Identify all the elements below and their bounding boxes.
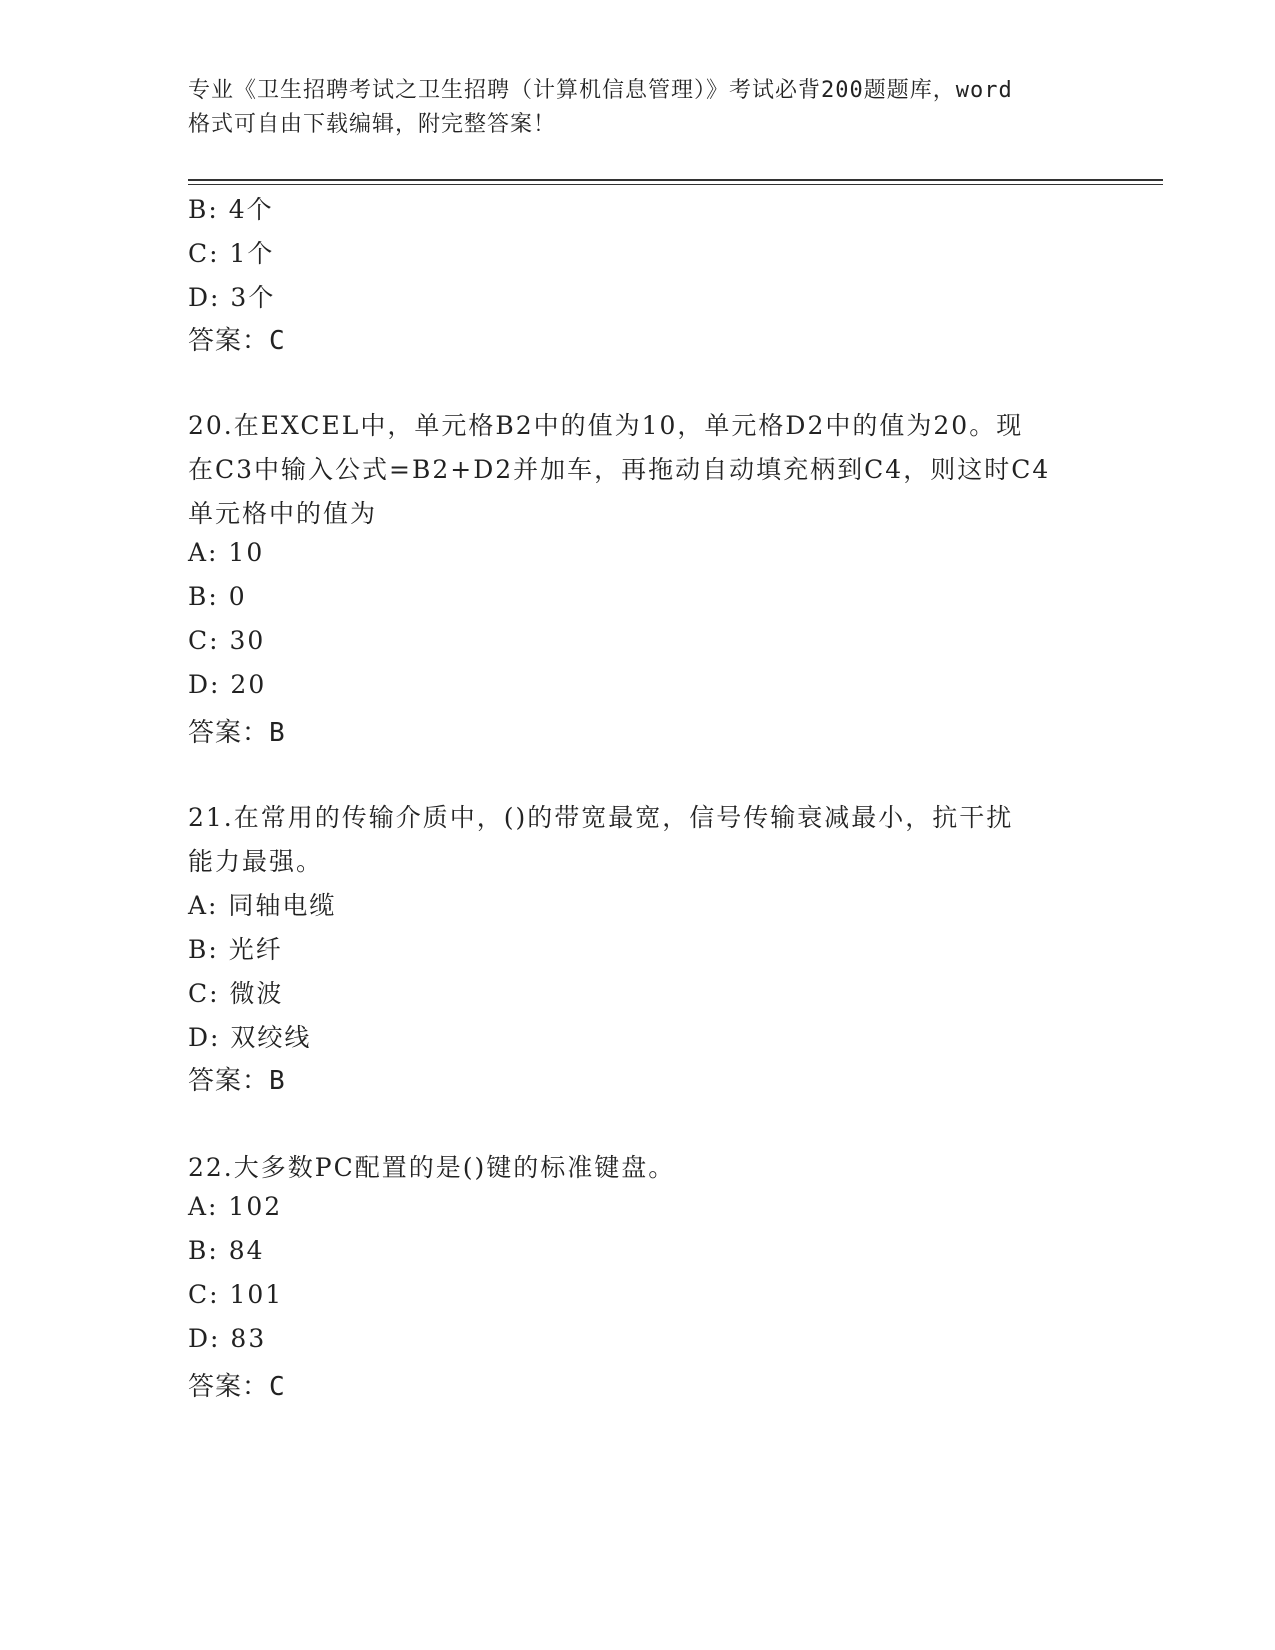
q21-stem-line-2: 能力最强。	[188, 847, 324, 876]
q21-stem-line-1: 21.在常用的传输介质中，()的带宽最宽，信号传输衰减最小，抗干扰	[188, 803, 1014, 832]
q22-option-a: A: 102	[188, 1192, 283, 1221]
q20-option-d: D: 20	[188, 670, 267, 699]
q22-option-b: B: 84	[188, 1236, 265, 1265]
header-divider-thick	[188, 179, 1163, 181]
q20-option-a: A: 10	[188, 538, 265, 567]
q19-option-c: C: 1个	[188, 239, 275, 268]
q19-option-b: B: 4个	[188, 195, 274, 224]
q22-stem-line-1: 22.大多数PC配置的是()键的标准键盘。	[188, 1153, 676, 1182]
q20-stem-line-1: 20.在EXCEL中，单元格B2中的值为10，单元格D2中的值为20。现	[188, 411, 1024, 440]
q22-answer: 答案：C	[188, 1372, 286, 1402]
q20-answer: 答案：B	[188, 718, 286, 748]
q21-option-a: A: 同轴电缆	[188, 891, 337, 920]
q19-option-d: D: 3个	[188, 283, 276, 312]
header-line-2: 格式可自由下载编辑，附完整答案！	[188, 112, 557, 137]
q20-option-c: C: 30	[188, 626, 266, 655]
document-header	[188, 74, 1088, 142]
q20-option-b: B: 0	[188, 582, 247, 611]
q21-option-b: B: 光纤	[188, 935, 283, 964]
q21-option-d: D: 双绞线	[188, 1023, 312, 1052]
q21-answer: 答案：B	[188, 1066, 286, 1096]
q21-option-c: C: 微波	[188, 979, 284, 1008]
q20-stem-line-2: 在C3中输入公式=B2+D2并加车，再拖动自动填充柄到C4，则这时C4	[188, 455, 1051, 484]
header-divider-thin	[188, 184, 1163, 185]
q22-option-d: D: 83	[188, 1324, 267, 1353]
header-line-1: 专业《卫生招聘考试之卫生招聘（计算机信息管理）》考试必背200题题库，word	[188, 78, 1013, 103]
q19-answer: 答案：C	[188, 326, 286, 356]
q22-option-c: C: 101	[188, 1280, 284, 1309]
q20-stem-line-3: 单元格中的值为	[188, 499, 378, 528]
